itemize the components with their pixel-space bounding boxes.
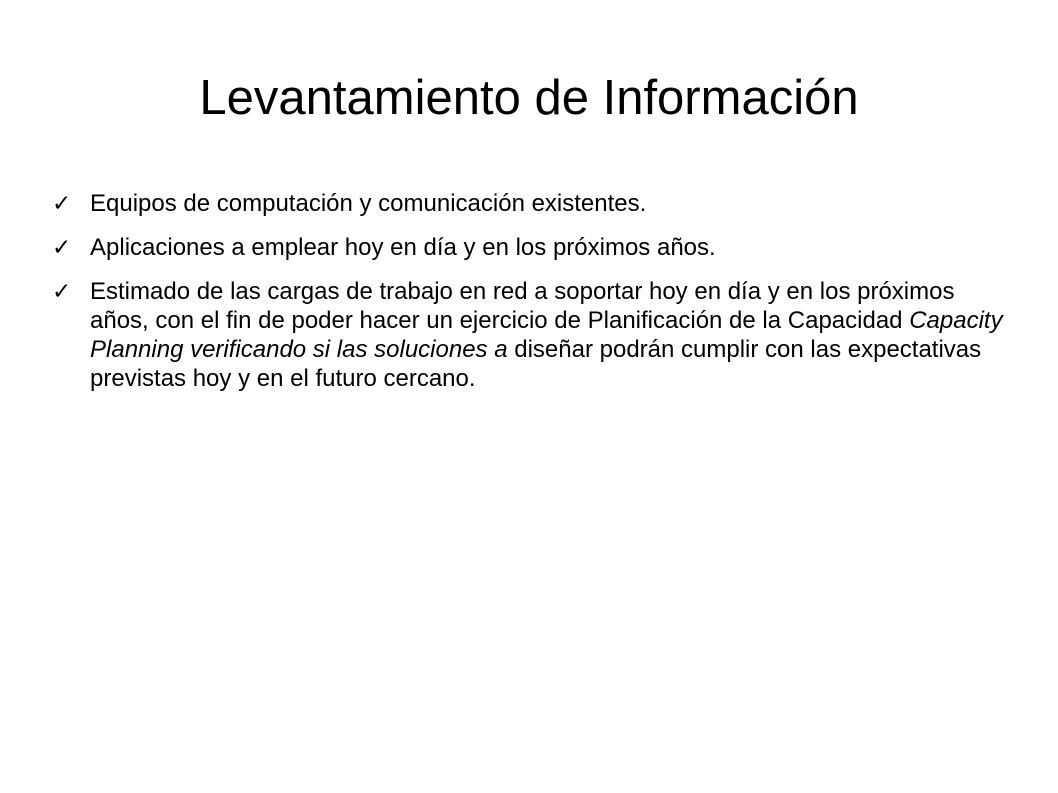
bullet-text xyxy=(90,277,1005,393)
list-item xyxy=(52,189,1012,218)
bullet-text-italic: Capacity Planning verificando si las soluciones a xyxy=(90,307,1003,363)
checkmark-icon: ✓ xyxy=(52,190,72,216)
list-item xyxy=(52,233,1012,262)
bullet-text: Equipos de computación y comunicación existentes. xyxy=(90,190,647,217)
bullet-list xyxy=(52,189,1012,408)
slide-title: Levantamiento de Información xyxy=(199,71,859,125)
bullet-text-part: Estimado de las cargas de trabajo en red a soportar hoy en día y en los próximos años, con el fin de poder hacer un ejercicio de Planificación de la Capacidad xyxy=(90,278,955,334)
checkmark-icon: ✓ xyxy=(52,278,72,304)
checkmark-icon: ✓ xyxy=(52,234,72,260)
bullet-text: Aplicaciones a emplear hoy en día y en los próximos años. xyxy=(90,234,716,261)
bullet-text-part: diseñar podrán cumplir con las expectativas previstas hoy y en el futuro cercano. xyxy=(90,336,982,392)
list-item xyxy=(52,277,1012,393)
